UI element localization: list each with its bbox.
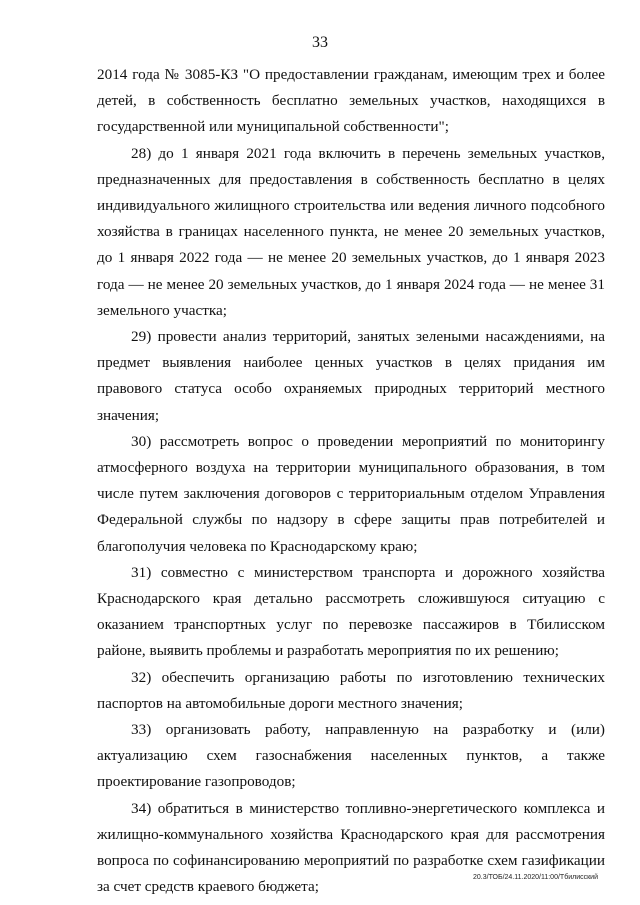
paragraph-item-30: 30) рассмотреть вопрос о проведении мероприятий по мониторингу атмосферного воздуха на территории муниципального образования, в том числе путем заключения договоров с территориальным отделом Управления Федеральной службы по надзору в сфере защиты прав потребителей и благополучия человека по Краснодарскому краю; [97, 432, 605, 555]
page-number: 33 [312, 34, 328, 51]
paragraph-item-33: 33) организовать работу, направленную на разработку и (или) актуализацию схем газоснабжения населенных пунктов, а также проектирование газопроводов; [97, 721, 605, 791]
paragraph-item-32: 32) обеспечить организацию работы по изготовлению технических паспортов на автомобильные дороги местного значения; [97, 668, 605, 712]
document-body [97, 62, 605, 901]
paragraph-item-29: 29) провести анализ территорий, занятых зелеными насаждениями, на предмет выявления наиболее ценных участков в целях придания им правового статуса особо охраняемых природных территорий местного значения; [97, 328, 605, 424]
paragraph-continuation: 2014 года № 3085-КЗ "О предоставлении гражданам, имеющим трех и более детей, в собственность бесплатно земельных участков, находящихся в государственной или муниципальной собственности"; [97, 66, 605, 136]
paragraph-item-34: 34) обратиться в министерство топливно-энергетического комплекса и жилищно-коммунального хозяйства Краснодарского края для рассмотрения вопроса по софинансированию мероприятий по разработке схем газификации за счет средств краевого бюджета; [97, 799, 605, 896]
paragraph-item-28: 28) до 1 января 2021 года включить в перечень земельных участков, предназначенных для предоставления в собственность бесплатно в целях индивидуального жилищного строительства или ведения личного подсобного хозяйства в границах населенного пункта, не менее 20 земельных участков, до 1 января 2022 года — не менее 20 земельных участков, до 1 января 2023 года — не менее 20 земельных участков, до 1 января 2024 года — не менее 31 земельного участка; [97, 144, 605, 319]
paragraph-item-31: 31) совместно с министерством транспорта и дорожного хозяйства Краснодарского края детально рассмотреть сложившуюся ситуацию с оказанием транспортных услуг по перевозке пассажиров в Тбилисском районе, выявить проблемы и разработать мероприятия по их решению; [97, 563, 605, 660]
footer-document-code: 20.3/ТОБ/24.11.2020/11:00/Тбилисский [473, 874, 598, 881]
